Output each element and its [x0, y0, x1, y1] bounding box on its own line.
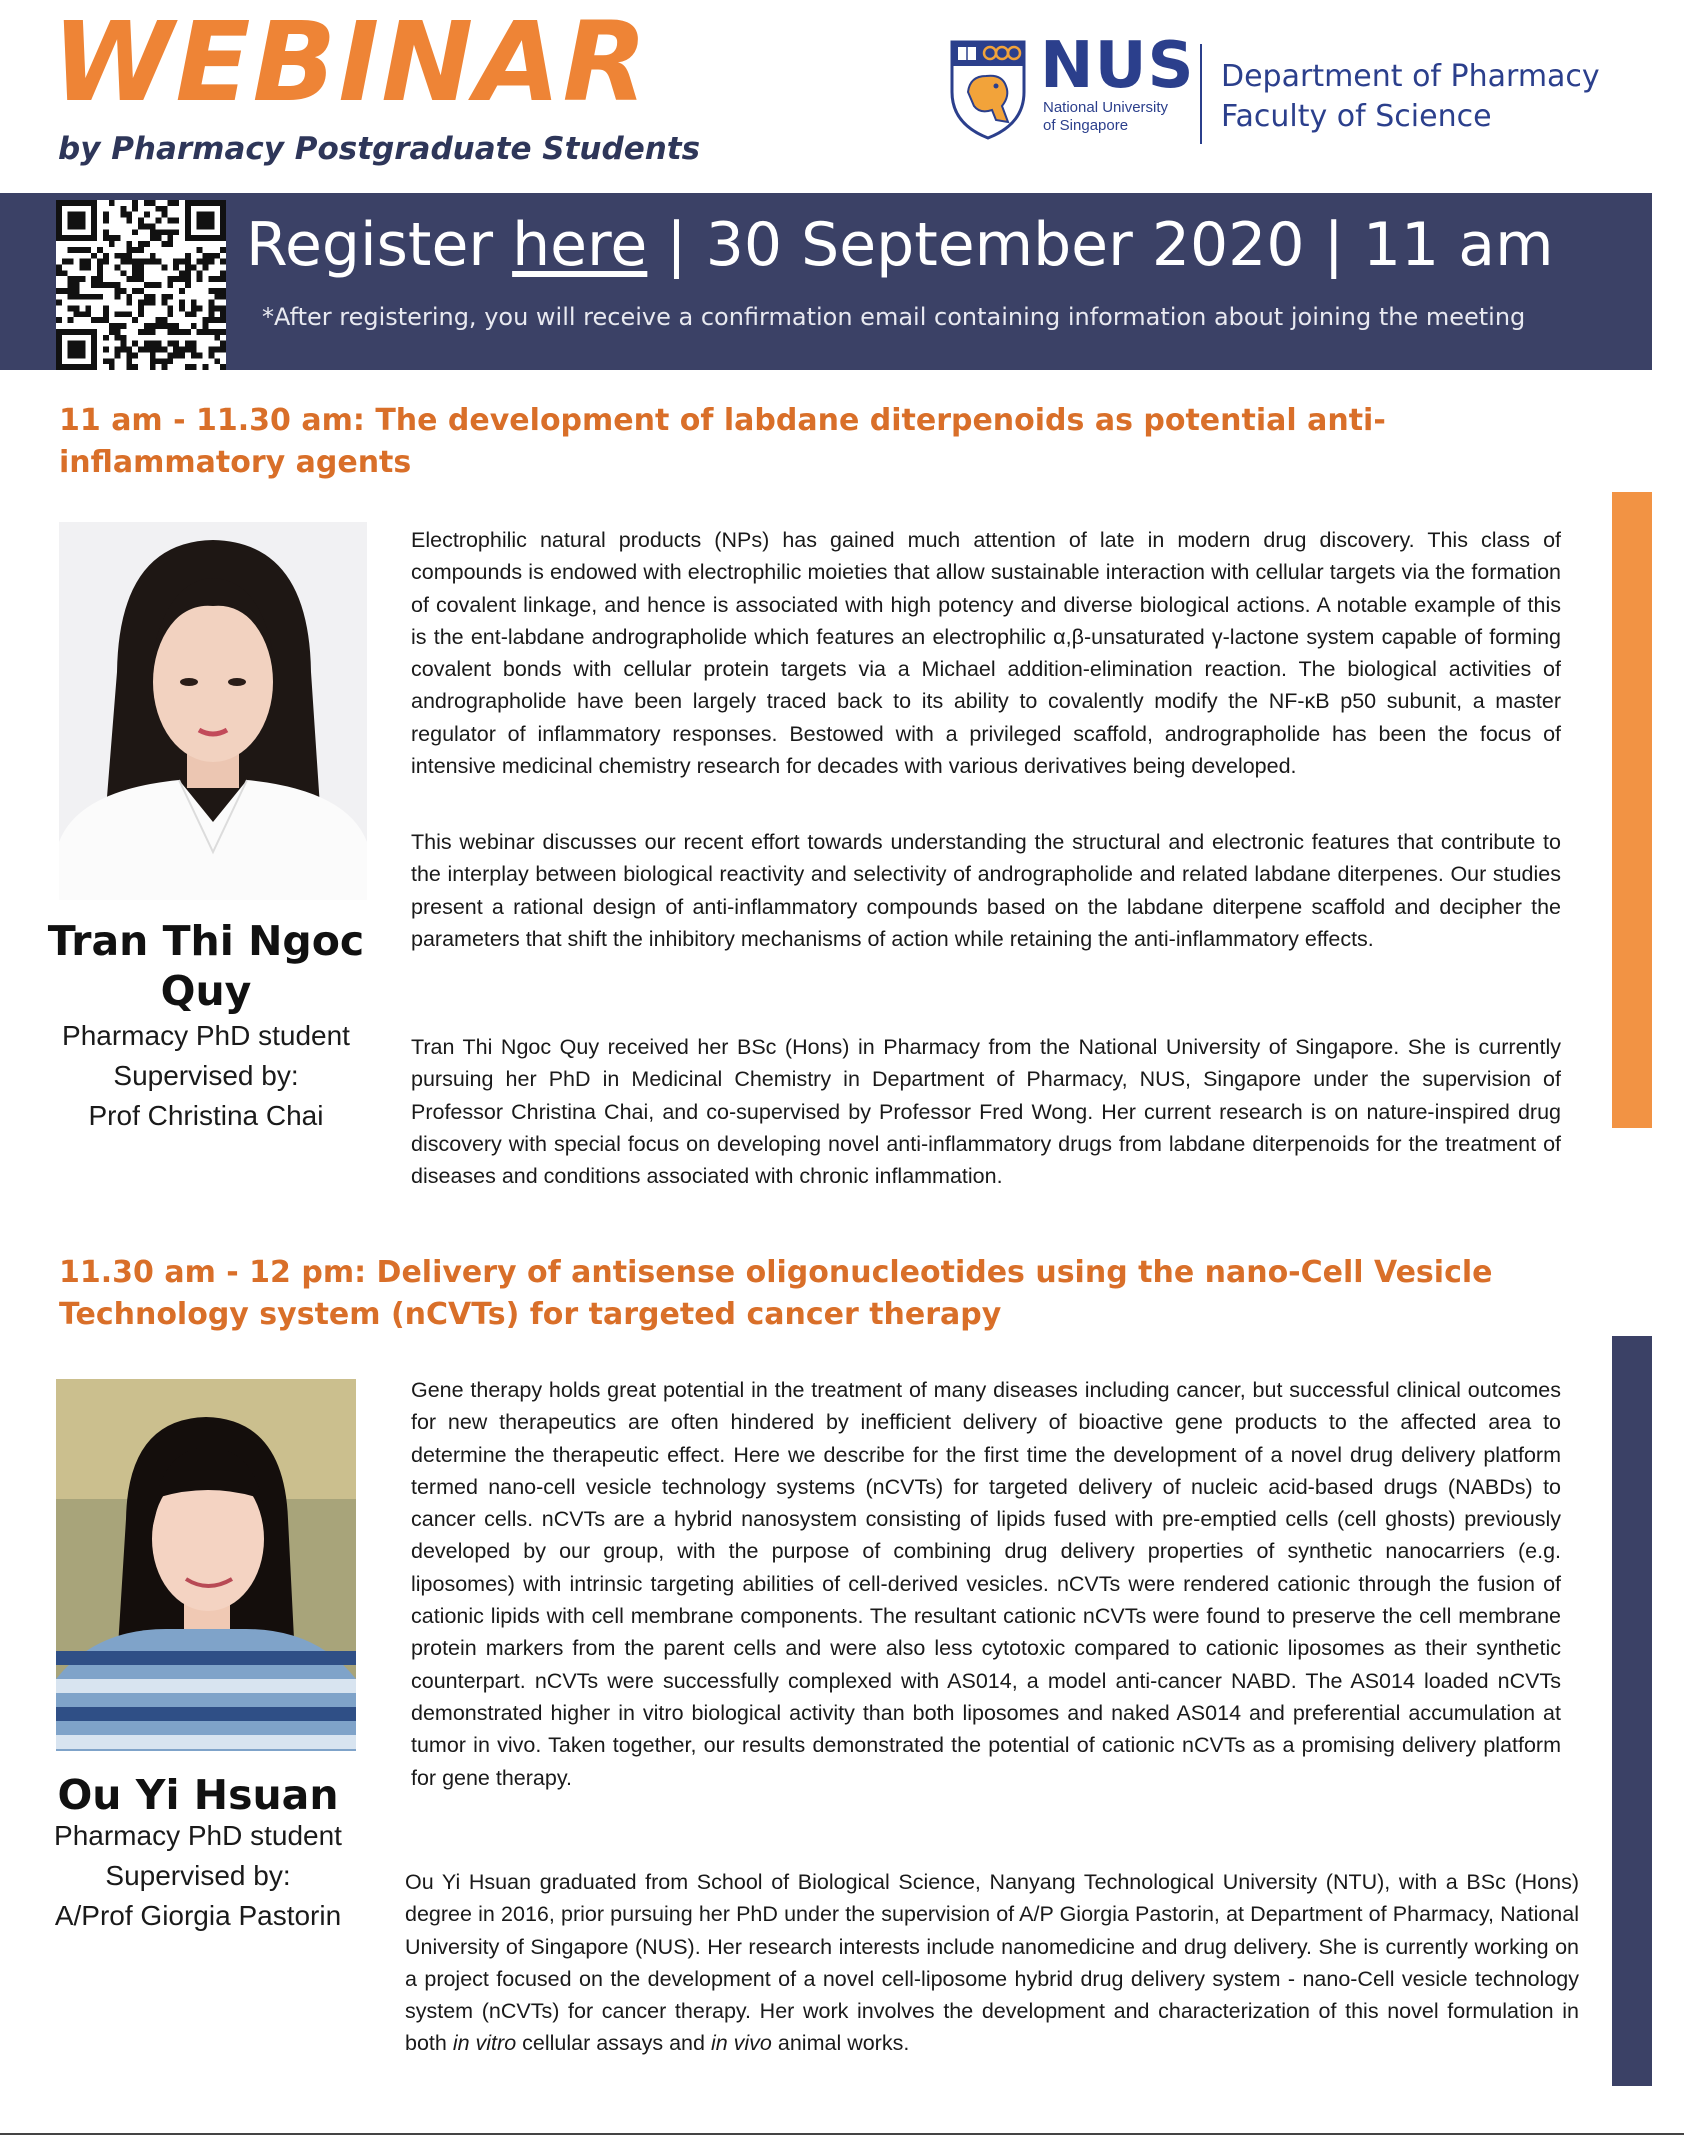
event-time: 11 am [1362, 210, 1554, 280]
talk-2-speaker-bio: Ou Yi Hsuan graduated from School of Biological Science, Nanyang Technological University (NTU), with a BSc (Hons) degree in 2016, prior pursuing her PhD under the supervision of A/P Giorgia Pastorin, at Department of Pharmacy, National University of Singapore (NUS). Her research interests include nanomedicine and drug delivery. She is currently working on a project focused on the development of a novel cell-liposome hybrid drug delivery system - nano-Cell vesicle technology system (nCVTs) for cancer therapy. Her work involves the development and characterization of this novel formulation in both in vitro cellular assays and in vivo animal works. [405, 1870, 1579, 2056]
faculty-line: Faculty of Science [1221, 99, 1492, 134]
speaker-2-info [30, 1816, 366, 1936]
nus-crest-icon [950, 40, 1026, 140]
talk-1-abstract-2: This webinar discusses our recent effort towards understanding the structural and electronic features that contribute to the interplay between biological reactivity and selectivity of andrographolide and related labdane diterpenes. Our studies present a rational design of anti-inflammatory compounds based on the labdane diterpene scaffold and decipher the parameters that shift the inhibitory mechanisms of action while retaining the anti-inflammatory effects. [411, 830, 1561, 951]
speaker-1-supervised-label: Supervised by: [113, 1060, 299, 1091]
department-name [1221, 57, 1600, 137]
logo-divider [1200, 44, 1202, 144]
orange-side-bar [1612, 492, 1652, 1128]
nus-full-name: National University of Singapore [1043, 99, 1169, 134]
speaker-2-name: Ou Yi Hsuan [57, 1771, 339, 1819]
nus-logo-text: NUS [1040, 29, 1195, 103]
department-line: Department of Pharmacy [1221, 59, 1600, 94]
speaker-1-photo [59, 522, 367, 900]
navy-side-bar [1612, 1336, 1652, 2086]
speaker-2-role: Pharmacy PhD student [54, 1820, 342, 1851]
speaker-1-name: Tran Thi Ngoc Quy [47, 917, 365, 1015]
webinar-subtitle: by Pharmacy Postgraduate Students [58, 131, 701, 167]
talk-1-abstract-1: Electrophilic natural products (NPs) has gained much attention of late in modern drug discovery. This class of compounds is endowed with electrophilic moieties that allow sustainable interaction with cellular targets via the formation of covalent linkage, and hence is associated with high potency and diverse biological actions. A notable example of this is the ent-labdane andrographolide which features an electrophilic α,β-unsaturated γ-lactone system capable of forming covalent bonds with cellular protein targets via a Michael addition-elimination reaction. The biological activities of andrographolide have been largely traced back to its ability to covalently modify the NF-κB p50 subunit, a master regulator of inflammatory responses. Bestowed with a privileged scaffold, andrographolide has been the focus of intensive medicinal chemistry research for decades with various derivatives being developed. [411, 528, 1561, 779]
talk-2-abstract: Gene therapy holds great potential in the treatment of many diseases including cancer, but successful clinical outcomes for new therapeutics are often hindered by inefficient delivery of bioactive gene products to the affected area to determine the therapeutic effect. Here we describe for the first time the development of a novel drug delivery platform termed nano-cell vesicle technology systems (nCVTs) for targeted delivery of nucleic acid-based drugs (NABDs) to cancer cells. nCVTs are a hybrid nanosystem consisting of lipids fused with pre-emptied cells (cell ghosts) previously developed by our group, with the purpose of combining drug delivery properties of synthetic nanocarriers (e.g. liposomes) with intrinsic targeting abilities of cell-derived vesicles. nCVTs were rendered cationic through the fusion of cationic lipids with cell membrane components. The resultant cationic nCVTs were found to preserve the cell membrane protein markers from the parent cells and were also less cytotoxic compared to cationic liposomes as their synthetic counterpart. nCVTs were successfully complexed with AS014, a model anti-cancer NABD. The AS014 loaded nCVTs demonstrated higher in vitro biological activity than both liposomes and naked AS014 and preferential accumulation at tumor in vivo. Taken together, our results demonstrated the potential of cationic nCVTs as a promising delivery platform for gene therapy. [411, 1378, 1561, 1790]
qr-code-icon[interactable] [56, 200, 226, 370]
talk-1-heading: 11 am - 11.30 am: The development of labdane diterpenoids as potential anti-inflammatory agents [59, 403, 1386, 480]
speaker-2-supervised-label: Supervised by: [105, 1860, 291, 1891]
webinar-title: WEBINAR [52, 0, 650, 126]
speaker-2-supervisor: A/Prof Giorgia Pastorin [54, 1900, 342, 1931]
speaker-1-role: Pharmacy PhD student [62, 1020, 350, 1051]
talk-2-heading: 11.30 am - 12 pm: Delivery of antisense oligonucleotides using the nano-Cell Vesicle Technology system (nCVTs) for targeted cancer therapy [59, 1255, 1493, 1332]
speaker-1-info [40, 1016, 372, 1136]
talk-1-speaker-bio: Tran Thi Ngoc Quy received her BSc (Hons) in Pharmacy from the National University of Singapore. She is currently pursuing her PhD in Medicinal Chemistry in Department of Pharmacy, NUS, Singapore under the supervision of Professor Christina Chai, and co-supervised by Professor Fred Wong. Her current research is on nature-inspired drug discovery with special focus on developing novel anti-inflammatory drugs from labdane diterpenoids for the treatment of diseases and conditions associated with chronic inflammation. [411, 1035, 1561, 1189]
register-line: Register here | 30 September 2020 | 11 am [246, 210, 1554, 280]
registration-note: *After registering, you will receive a confirmation email containing information about joining the meeting [262, 303, 1526, 331]
speaker-2-photo [56, 1379, 356, 1751]
speaker-1-supervisor: Prof Christina Chai [88, 1100, 324, 1131]
register-link[interactable]: here [512, 210, 648, 280]
event-date: 30 September 2020 [705, 210, 1305, 280]
